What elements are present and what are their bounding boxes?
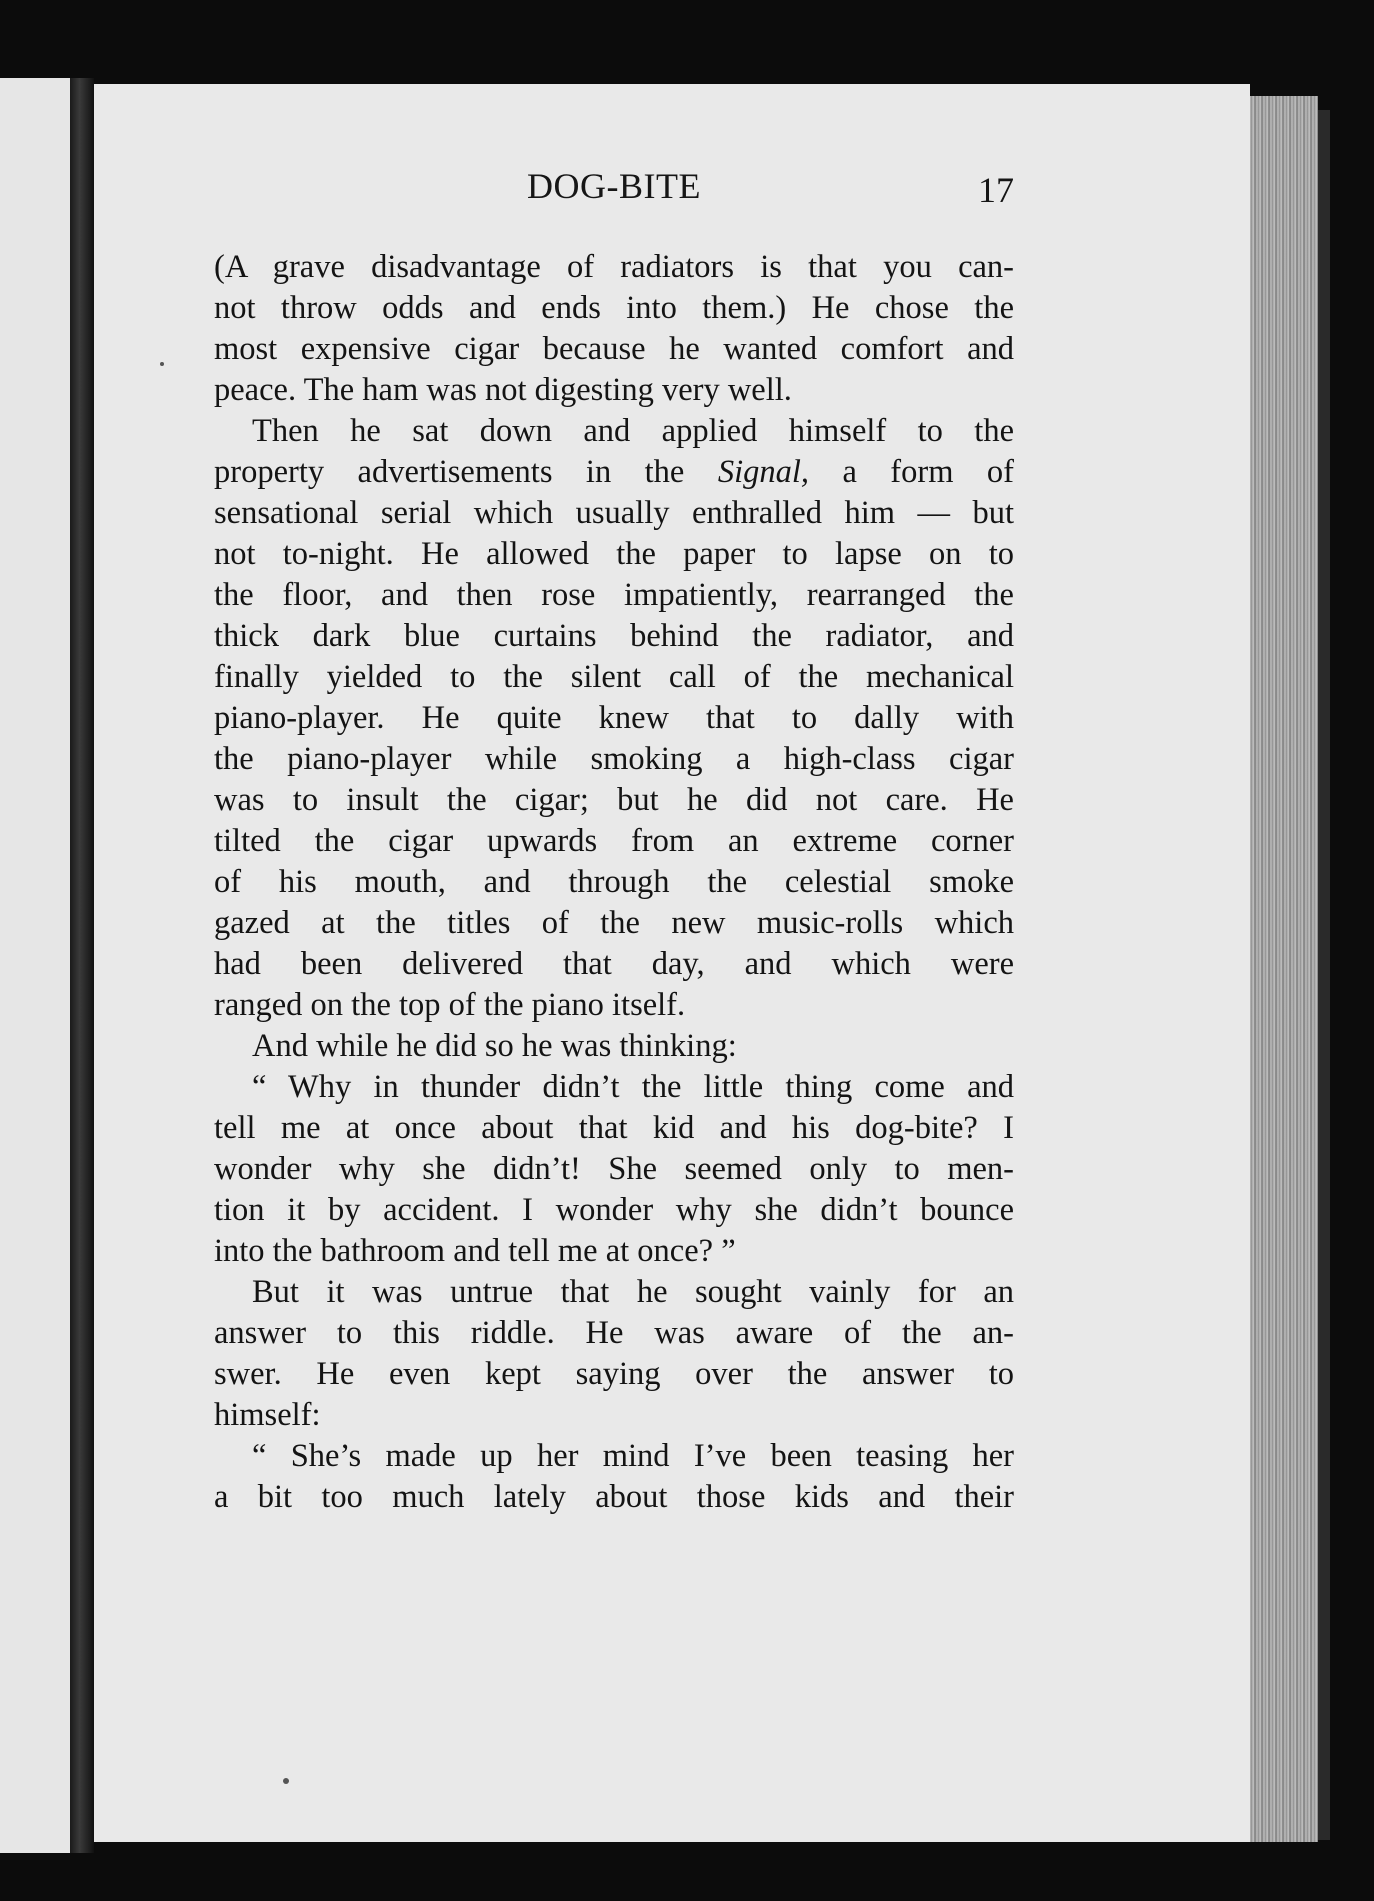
text-line: (A grave disadvantage of radiators is that you can- xyxy=(214,249,1014,285)
text-line: piano-player. He quite knew that to dally with xyxy=(214,700,1014,736)
text-line: finally yielded to the silent call of the mechanical xyxy=(214,659,1014,695)
text-line: tell me at once about that kid and his dog-bite? I xyxy=(214,1110,1014,1146)
text-line: into the bathroom and tell me at once? ” xyxy=(214,1233,736,1269)
running-head: DOG-BITE xyxy=(527,166,701,206)
text-line: most expensive cigar because he wanted comfort and xyxy=(214,331,1014,367)
text-segment: property advertisements in the xyxy=(214,454,685,490)
text-line: Then he sat down and applied himself to the xyxy=(252,413,1014,449)
page-number: 17 xyxy=(978,170,1014,210)
text-line: of his mouth, and through the celestial smoke xyxy=(214,864,1014,900)
text-line: thick dark blue curtains behind the radiator, and xyxy=(214,618,1014,654)
text-line: the piano-player while smoking a high-class cigar xyxy=(214,741,1014,777)
text-segment: a form of xyxy=(809,454,1014,490)
page-stack-edge xyxy=(1250,96,1318,1848)
text-line: answer to this riddle. He was aware of the an- xyxy=(214,1315,1014,1351)
text-line: “ Why in thunder didn’t the little thing come and xyxy=(252,1069,1014,1105)
text-line: the floor, and then rose impatiently, rearranged the xyxy=(214,577,1014,613)
text-line: tilted the cigar upwards from an extreme corner xyxy=(214,823,1014,859)
text-line: was to insult the cigar; but he did not care. He xyxy=(214,782,1014,818)
text-line: swer. He even kept saying over the answer to xyxy=(214,1356,1014,1392)
text-line: But it was untrue that he sought vainly for an xyxy=(252,1274,1014,1310)
ink-speck xyxy=(160,362,164,366)
text-line: wonder why she didn’t! She seemed only to men- xyxy=(214,1151,1014,1187)
ink-speck xyxy=(283,1778,289,1784)
bottom-shadow xyxy=(94,1842,1334,1901)
text-line: tion it by accident. I wonder why she didn’t bounce xyxy=(214,1192,1014,1228)
text-line: had been delivered that day, and which were xyxy=(214,946,1014,982)
page-edge-shadow xyxy=(1318,110,1330,1840)
text-line: not to-night. He allowed the paper to lapse on to xyxy=(214,536,1014,572)
italic-title: Signal, xyxy=(717,454,809,490)
text-line: gazed at the titles of the new music-rolls which xyxy=(214,905,1014,941)
text-line: not throw odds and ends into them.) He chose the xyxy=(214,290,1014,326)
text-line-with-italic xyxy=(214,452,1014,493)
text-line: sensational serial which usually enthralled him — but xyxy=(214,495,1014,531)
facing-page-edge xyxy=(0,78,70,1853)
text-line: “ She’s made up her mind I’ve been teasing her xyxy=(252,1438,1014,1474)
book-gutter xyxy=(70,78,94,1853)
page-header xyxy=(214,165,1014,235)
text-line: ranged on the top of the piano itself. xyxy=(214,987,686,1023)
body-text xyxy=(214,247,1014,1518)
text-line: peace. The ham was not digesting very well. xyxy=(214,372,792,408)
text-line: a bit too much lately about those kids and their xyxy=(214,1479,1014,1515)
text-line: himself: xyxy=(214,1397,321,1433)
text-line: And while he did so he was thinking: xyxy=(252,1028,737,1064)
